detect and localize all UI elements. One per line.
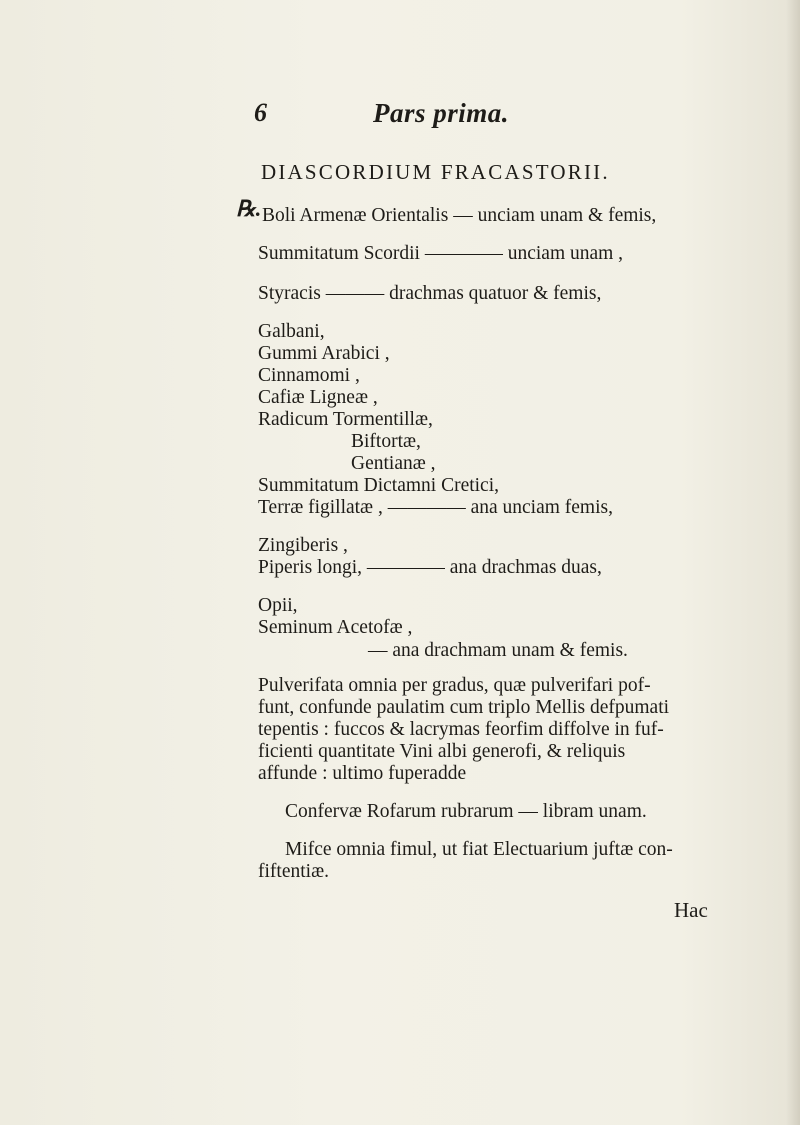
instruction-line: Pulverifata omnia per gradus, quæ pulverifari pof- <box>258 675 651 696</box>
ingredient-line: Seminum Acetofæ , <box>258 617 413 638</box>
ingredient-line: Confervæ Rofarum rubrarum — libram unam. <box>285 801 647 822</box>
page-number: 6 <box>254 98 267 127</box>
ingredient-line: Summitatum Scordii ———— unciam unam , <box>258 243 624 264</box>
ingredient-line: Summitatum Dictamni Cretici, <box>258 475 500 496</box>
ingredient-line: Biftortæ, <box>351 431 421 452</box>
instruction-line: tepentis : fuccos & lacrymas feorfim diffolve in fuf- <box>258 719 664 740</box>
ingredient-line: Gummi Arabici , <box>258 343 390 364</box>
recipe-sign: ℞. <box>236 196 262 221</box>
instruction-line: Mifce omnia fimul, ut fiat Electuarium juftæ con- <box>285 839 673 860</box>
instruction-line: fiftentiæ. <box>258 861 329 882</box>
running-head: Pars prima. <box>373 98 510 128</box>
ingredient-line: Opii, <box>258 595 298 616</box>
instruction-line: affunde : ultimo fuperadde <box>258 763 467 784</box>
instruction-line: funt, confunde paulatim cum triplo Mellis defpumati <box>258 697 670 718</box>
ingredient-line: Gentianæ , <box>351 453 436 474</box>
ingredient-line: Radicum Tormentillæ, <box>258 409 433 430</box>
ingredient-line: Terræ figillatæ , ———— ana unciam femis, <box>258 497 613 518</box>
ingredient-line: Cinnamomi , <box>258 365 360 386</box>
ingredient-line: Boli Armenæ Orientalis — unciam unam & femis, <box>262 205 657 226</box>
ingredient-line: Styracis ——— drachmas quatuor & femis, <box>258 283 602 304</box>
ingredient-line: — ana drachmam unam & femis. <box>368 640 628 661</box>
ingredient-line: Zingiberis , <box>258 535 348 556</box>
recipe-title: DIASCORDIUM FRACASTORII. <box>261 160 610 184</box>
ingredient-line: Piperis longi, ———— ana drachmas duas, <box>258 557 602 578</box>
catchword: Hac <box>674 898 708 922</box>
ingredient-line: Galbani, <box>258 321 325 342</box>
page-header <box>0 98 800 134</box>
page-edge-shadow <box>786 0 800 1125</box>
instruction-line: ficienti quantitate Vini albi generofi, & reliquis <box>258 741 626 762</box>
ingredient-line: Cafiæ Ligneæ , <box>258 387 378 408</box>
